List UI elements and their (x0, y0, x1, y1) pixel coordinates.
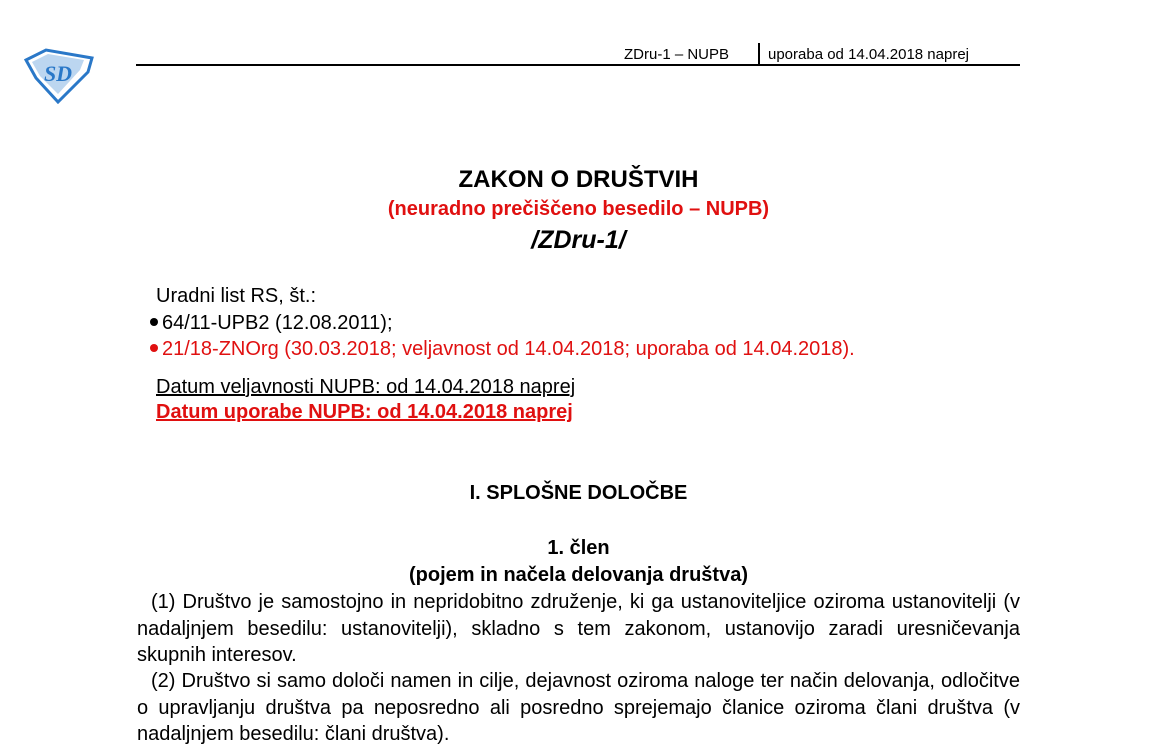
chapter-heading: I. SPLOŠNE DOLOČBE (469, 482, 688, 504)
article-title: (pojem in načela delovanja društva) (409, 564, 748, 586)
law-title: ZAKON O DRUŠTVIH (458, 166, 699, 193)
article-paragraph-2: (2) Društvo si samo določi namen in cilje, dejavnost oziroma naloge ter način delovanja, odločitve o upravljanju društva pa neposredno ali posredno sprejemajo članice oziroma člani društva (v nadaljnjem besedilu: člani društva). (137, 670, 1020, 745)
bullet-icon (150, 318, 158, 326)
law-abbreviation: /ZDru-1/ (531, 226, 626, 254)
law-subtitle: (neuradno prečiščeno besedilo – NUPB) (387, 198, 770, 220)
header-rule (136, 64, 1020, 66)
header-application-date: uporaba od 14.04.2018 naprej (768, 46, 970, 63)
article-paragraph-1: (1) Društvo je samostojno in nepridobitno združenje, ki ga ustanoviteljice oziroma ustanovitelji (v nadaljnjem besedilu: ustanovitelji), skladno s tem zakonom, ustanovijo zaradi uresničevanja skupnih interesov. (137, 591, 1020, 666)
gazette-item: 64/11-UPB2 (12.08.2011); (150, 312, 393, 335)
header-document-code: ZDru-1 – NUPB (624, 46, 730, 63)
application-date: Datum uporabe NUPB: od 14.04.2018 naprej (156, 401, 573, 423)
logo-letters: SD (43, 61, 73, 86)
gazette-label: Uradni list RS, št.: (156, 285, 317, 307)
validity-date: Datum veljavnosti NUPB: od 14.04.2018 naprej (156, 376, 576, 398)
gazette-item-amendment: 21/18-ZNOrg (30.03.2018; veljavnost od 14.04.2018; uporaba od 14.04.2018). (150, 338, 855, 361)
header-separator (758, 43, 760, 64)
bullet-icon (150, 344, 158, 352)
logo (22, 48, 96, 104)
article-number: 1. člen (547, 537, 610, 559)
